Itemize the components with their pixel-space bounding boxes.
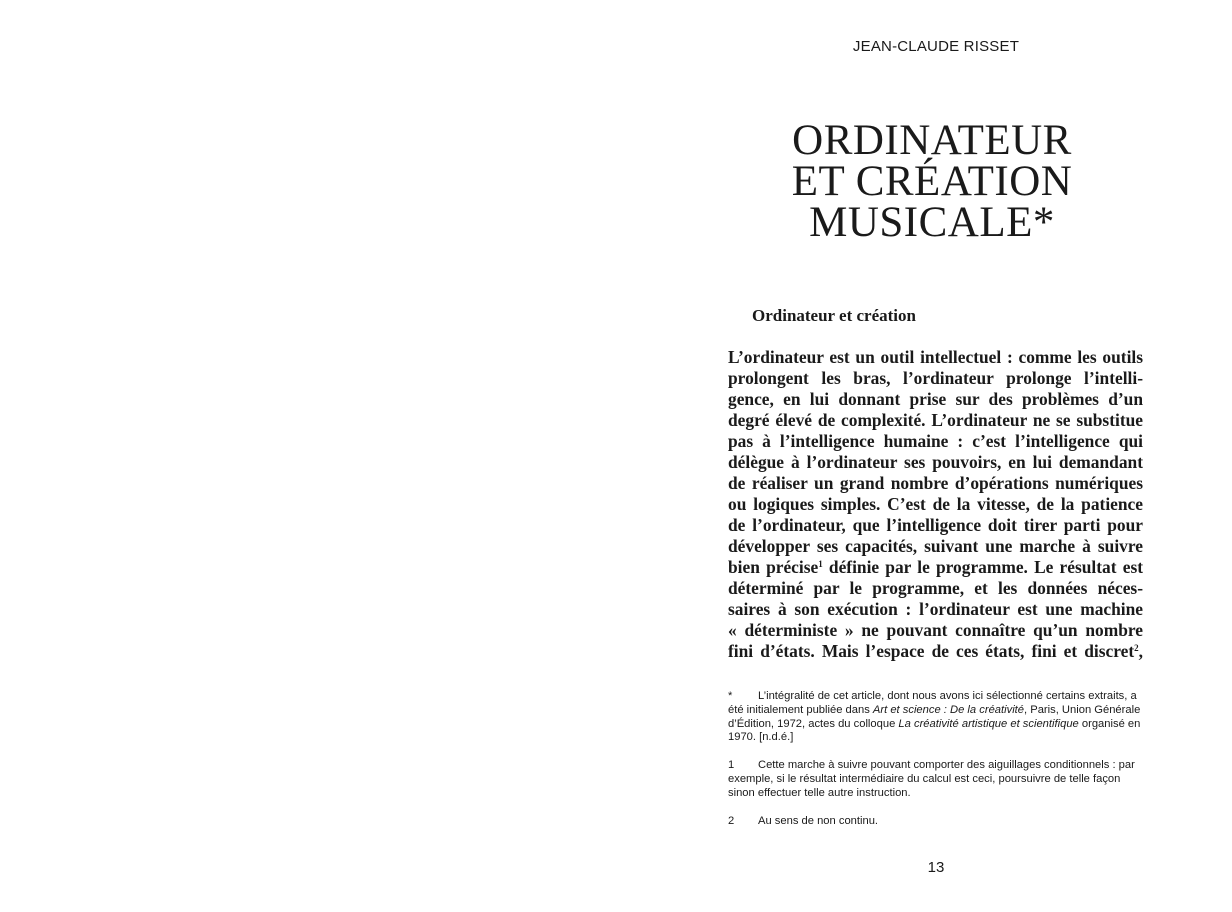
body-line: déterminé par le programme, et les données néces-	[728, 578, 1143, 598]
footnote-1: 1 Cette marche à suivre pouvant comporter des aiguillages conditionnels : par exemple, si le résultat intermédiaire du calcul est ceci, poursuivre de telle façon sinon effectuer telle autre instruction.	[728, 759, 1135, 799]
body-line: pas à l’intelligence humaine : c’est l’intelligence qui	[728, 431, 1143, 451]
running-head-author: JEAN-CLAUDE RISSET	[852, 38, 1020, 55]
cited-title: Art et science : De la créativité	[872, 703, 1025, 716]
body-line: développer ses capacités, suivant une marche à suivre	[728, 536, 1143, 556]
body-line: de l’ordinateur, que l’intelligence doit tirer parti pour	[728, 515, 1143, 535]
body-line-with-note-2: fini d’états. Mais l’espace de ces états, fini et discret$^2$,	[728, 641, 1143, 661]
body-line: ou logiques simples. C’est de la vitesse, de la patience	[728, 494, 1143, 514]
body-line: gence, en lui donnant prise sur des problèmes d’un	[728, 389, 1143, 409]
footnote-mark: *	[728, 690, 733, 702]
body-line: degré élevé de complexité. L’ordinateur ne se substitue	[728, 410, 1143, 430]
title-line-3: MUSICALE*	[809, 199, 1055, 246]
body-line-with-note-1: bien précise$^1$ définie par le programme. Le résultat est	[728, 557, 1143, 577]
page-number: 13	[927, 859, 945, 876]
footnote-mark: 1	[728, 759, 735, 772]
footnote-ref-2[interactable]: 2	[1134, 643, 1139, 653]
footnote-ref-1[interactable]: 1	[818, 559, 823, 569]
cited-colloquium: La créativité artistique et scientifique	[898, 717, 1079, 730]
title-line-2: ET CRÉATION	[791, 158, 1073, 205]
body-line: de réaliser un grand nombre d’opérations numériques	[728, 473, 1143, 493]
right-page	[616, 0, 1232, 912]
footnote-2: 2 Au sens de non continu.	[728, 814, 879, 827]
section-heading: Ordinateur et création	[752, 306, 916, 325]
body-line: prolongent les bras, l’ordinateur prolonge l’intelli-	[728, 368, 1143, 388]
body-line: saires à son exécution : l’ordinateur est une machine	[728, 599, 1143, 619]
footnote-mark: 2	[728, 814, 735, 827]
body-line: « déterministe » ne pouvant connaître qu’un nombre	[728, 620, 1143, 640]
article-title	[616, 117, 1232, 246]
body-paragraph	[728, 347, 1143, 662]
footnote-star: * L’intégralité de cet article, dont nous avons ici sélectionné certains extraits, a été initialement publiée dans Art et science : De la créativité, Paris, Union Générale d’Édition, 1972, actes du colloque La créativité artistique et scientifique organisé en 1970. [n.d.é.]	[728, 690, 1141, 744]
body-line: délègue à l’ordinateur ses pouvoirs, en lui demandant	[728, 452, 1143, 472]
footnotes	[728, 690, 1143, 842]
title-line-1: ORDINATEUR	[792, 117, 1072, 164]
body-line: L’ordinateur est un outil intellectuel : comme les outils	[728, 347, 1143, 367]
